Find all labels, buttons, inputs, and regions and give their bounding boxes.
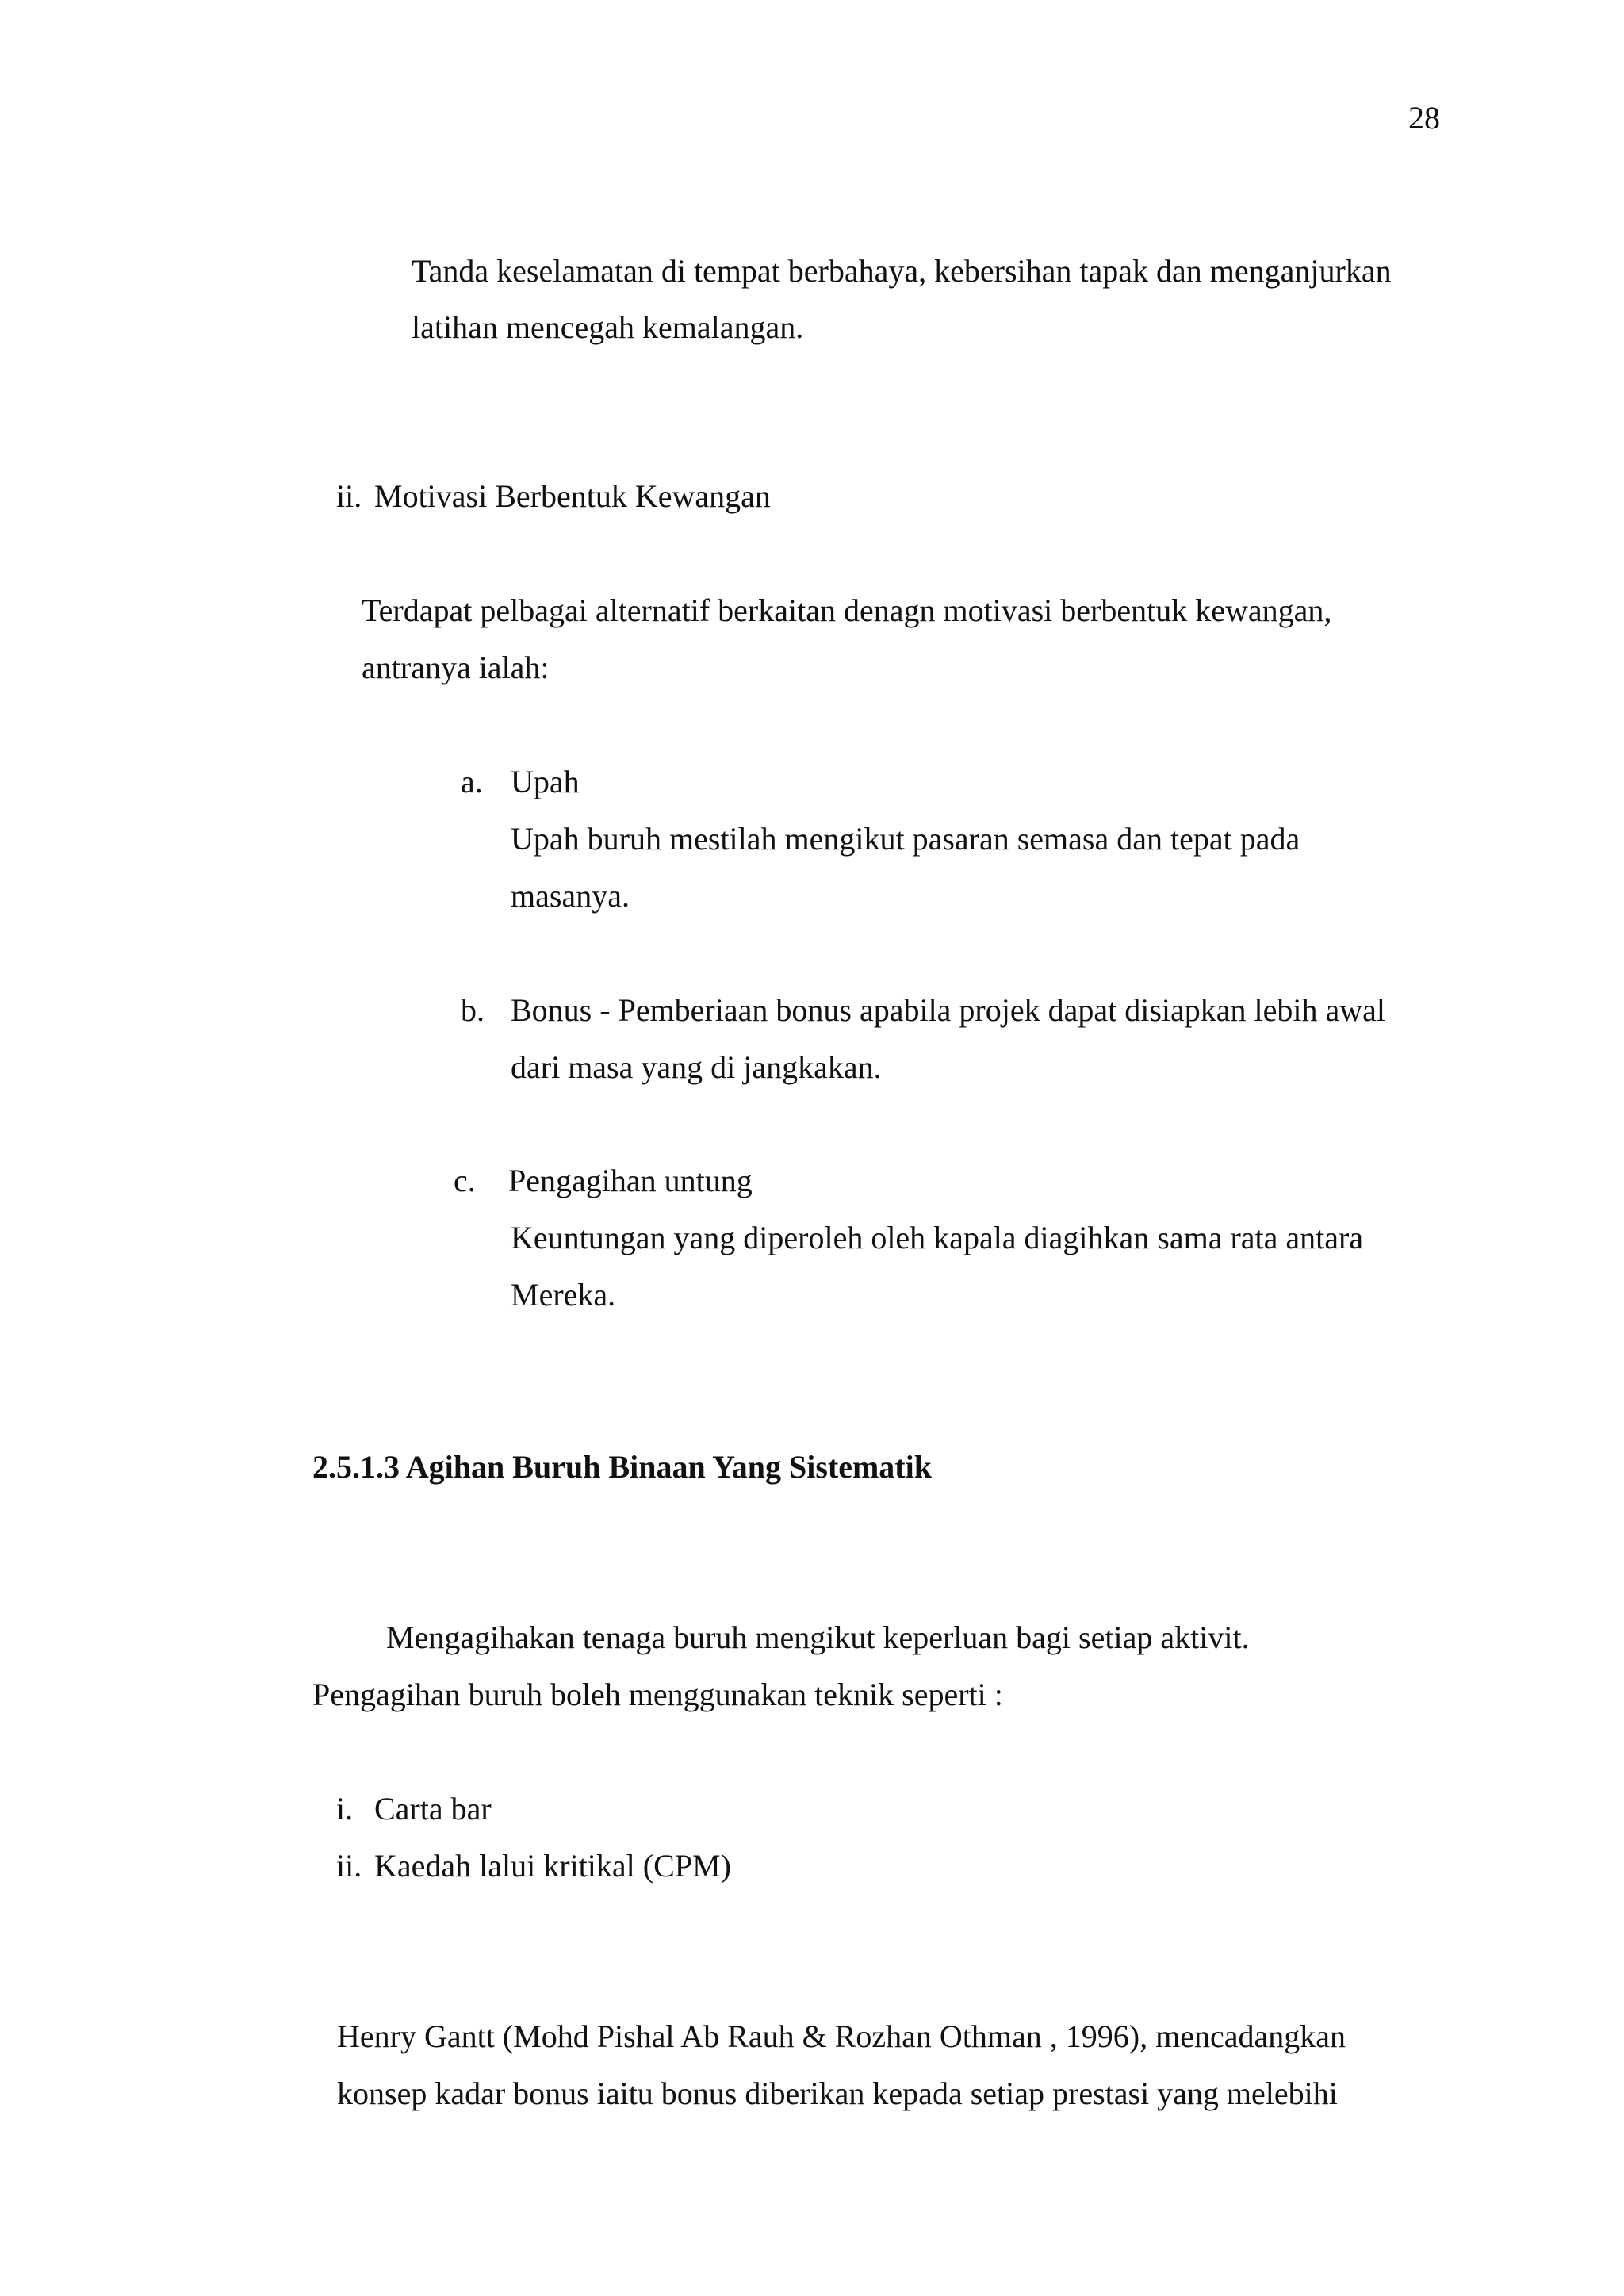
- item-a-marker: a.: [461, 764, 483, 799]
- section-ii-para-line-1: Terdapat pelbagai alternatif berkaitan denagn motivasi berbentuk kewangan,: [362, 592, 1332, 628]
- item-a-line-2: Upah buruh mestilah mengikut pasaran semasa dan tepat pada: [511, 821, 1300, 857]
- item-b-line-1: Bonus - Pemberiaan bonus apabila projek dapat disiapkan lebih awal: [511, 992, 1386, 1028]
- item-c-title: Pengagihan untung: [508, 1163, 753, 1198]
- intro-line-1: Tanda keselamatan di tempat berbahaya, kebersihan tapak dan menganjurkan: [412, 253, 1392, 289]
- technique-item-1-marker: i.: [336, 1791, 354, 1826]
- section-ii-marker: ii.: [336, 478, 362, 514]
- item-c-marker: c.: [454, 1163, 476, 1198]
- item-c-line-3: Mereka.: [511, 1277, 616, 1313]
- intro-line-2: latihan mencegah kemalangan.: [412, 309, 804, 345]
- page-number: 28: [1408, 100, 1440, 136]
- gantt-para-line-2: konsep kadar bonus iaitu bonus diberikan kepada setiap prestasi yang melebihi: [337, 2076, 1338, 2111]
- technique-item-1: Carta bar: [374, 1791, 492, 1826]
- item-c-line-2: Keuntungan yang diperoleh oleh kapala diagihkan sama rata antara: [511, 1220, 1364, 1255]
- item-b-marker: b.: [461, 992, 485, 1028]
- technique-item-2: Kaedah lalui kritikal (CPM): [374, 1848, 731, 1884]
- section-ii-heading: Motivasi Berbentuk Kewangan: [374, 478, 771, 514]
- section-ii-para-line-2: antranya ialah:: [362, 650, 550, 685]
- item-b-line-2: dari masa yang di jangkakan.: [511, 1049, 882, 1085]
- gantt-para-line-1: Henry Gantt (Mohd Pishal Ab Rauh & Rozhan Othman , 1996), mencadangkan: [337, 2018, 1346, 2054]
- section-2513-para-line-1: Mengagihakan tenaga buruh mengikut keperluan bagi setiap aktivit.: [386, 1619, 1250, 1655]
- section-2513-para-line-2: Pengagihan buruh boleh menggunakan teknik seperti :: [312, 1677, 1003, 1712]
- item-a-line-3: masanya.: [511, 878, 630, 914]
- item-a-title: Upah: [511, 764, 580, 799]
- technique-item-2-marker: ii.: [336, 1848, 362, 1884]
- section-2513-heading: 2.5.1.3 Agihan Buruh Binaan Yang Sistematik: [312, 1449, 932, 1485]
